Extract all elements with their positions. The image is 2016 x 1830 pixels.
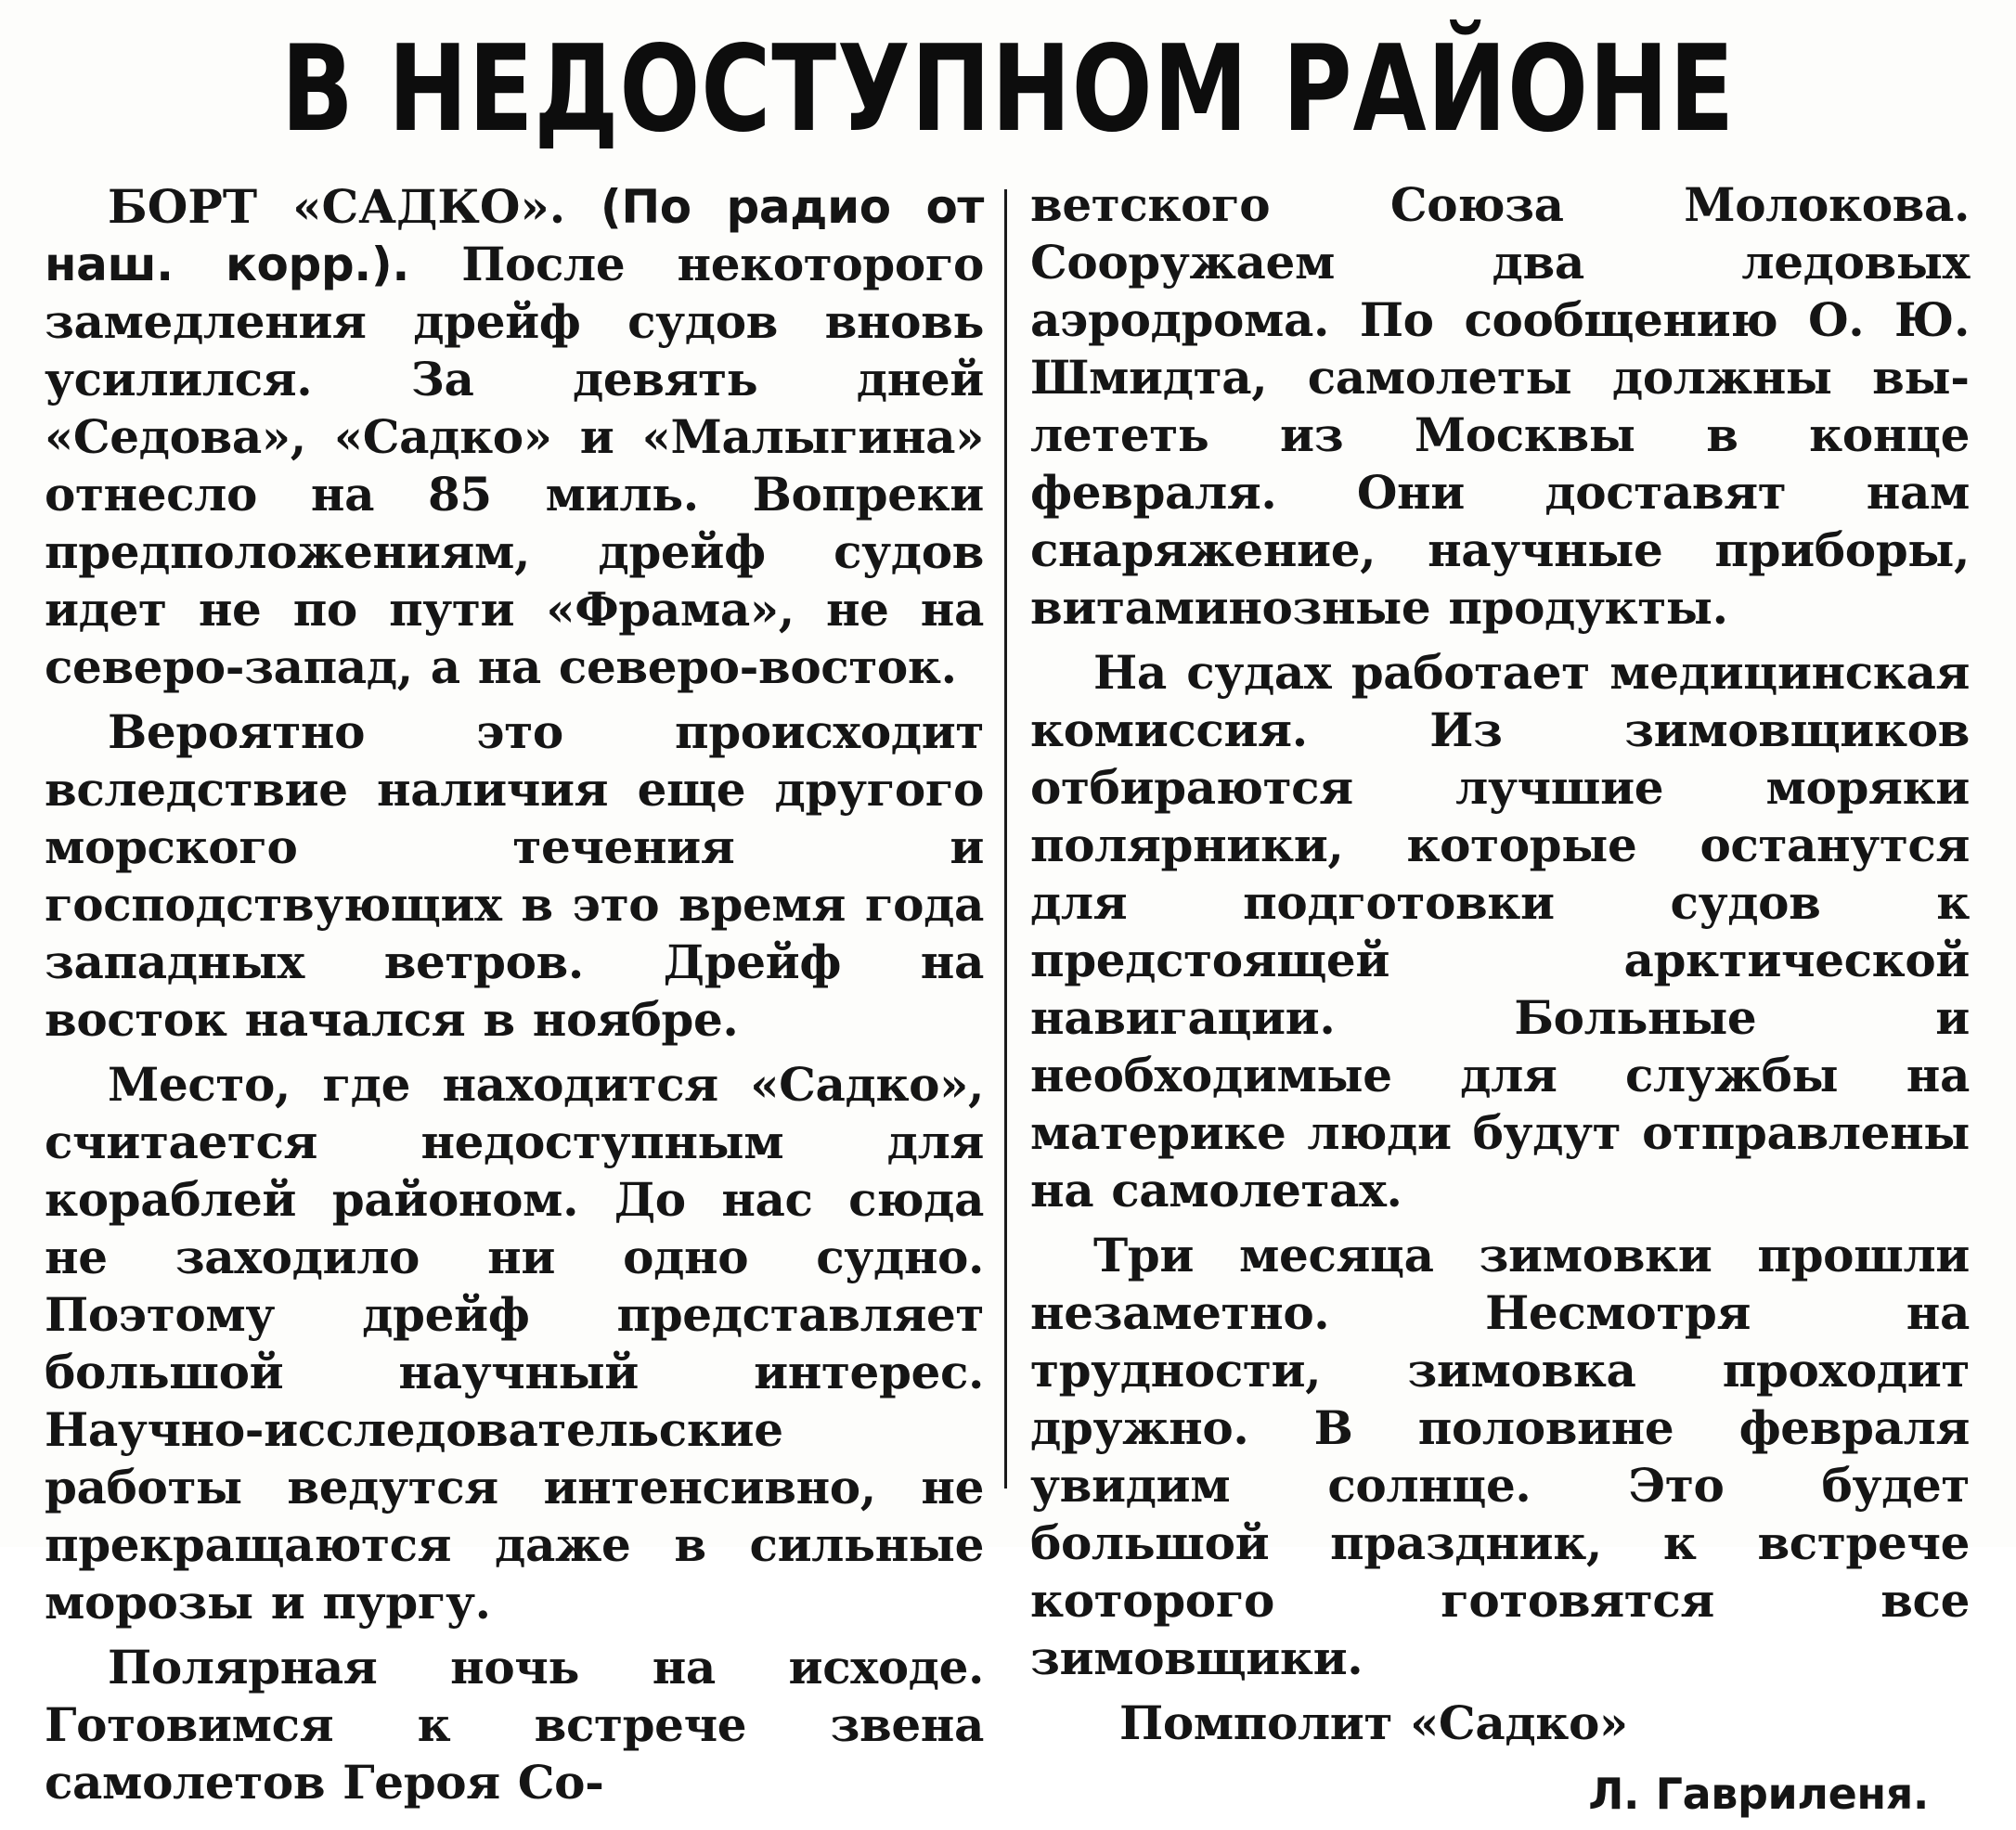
right-column <box>1030 176 1970 1830</box>
paragraph-1-continued: ветского Союза Молокова. Сооружаем два ледовых аэродрома. По сообщению О. Ю. Шмидта, самолеты должны вылететь из Москвы в конце февраля. Они доставят нам снаряжение, научные приборы, витаминозные продукты. <box>1030 177 1970 635</box>
paragraph-6: Три месяца зимовки прошли незаметно. Несмотря на трудности, зимовка проходит дружно. В половине февраля увидим солнце. Это будет большой праздник, к встрече которого готовятся все зимовщики. <box>1030 1228 1970 1685</box>
dateline: БОРТ «САДКО». <box>108 179 566 234</box>
signature-role: Помполит «Садко» <box>1119 1695 1628 1750</box>
paragraph-4: Полярная ночь на исходе. Готовимся к встрече звена самолетов Героя Со- <box>45 1640 984 1810</box>
signature-name: Л. Гавриленя. <box>1588 1769 1929 1819</box>
paragraph-2: Вероятно это происходит вследствие наличия еще другого морского течения и господствующих в это время года западных ветров. Дрейф на восток начался в ноябре. <box>45 704 984 1047</box>
source-note: (По радио от наш. корр.). <box>45 180 984 291</box>
paragraph-3: Место, где находится «Садко», считается недоступным для кораблей районом. До нас сюда не заходило ни одно судно. Поэтому дрейф представляет большой научный интерес. Научно-исследовательские работы ведутся интенсивно, не прекращаются даже в сильные морозы и пургу. <box>45 1057 984 1630</box>
left-column <box>45 178 984 1819</box>
paragraph-5: На судах работает медицинская комиссия. Из зимовщиков отбираются лучшие моряки полярники, которые останутся для подготовки судов к предстоящей арктической навигации. Больные и необходимые для службы на материке люди будут отправлены на самолетах. <box>1030 645 1970 1218</box>
article-headline: В НЕДОСТУПНОМ РАЙОНЕ <box>280 20 1736 159</box>
column-divider <box>1004 189 1007 1488</box>
paragraph-1-text: После некоторого замедления дрейф судов вновь усилился. За девять дней «Седова», «Садко» и «Малыгина» отнесло на 85 миль. Вопреки предположениям, дрейф судов идет не по пути «Фрама», не на северо-запад, а на северо-восток. <box>45 237 984 694</box>
paragraph-1 <box>45 178 984 696</box>
